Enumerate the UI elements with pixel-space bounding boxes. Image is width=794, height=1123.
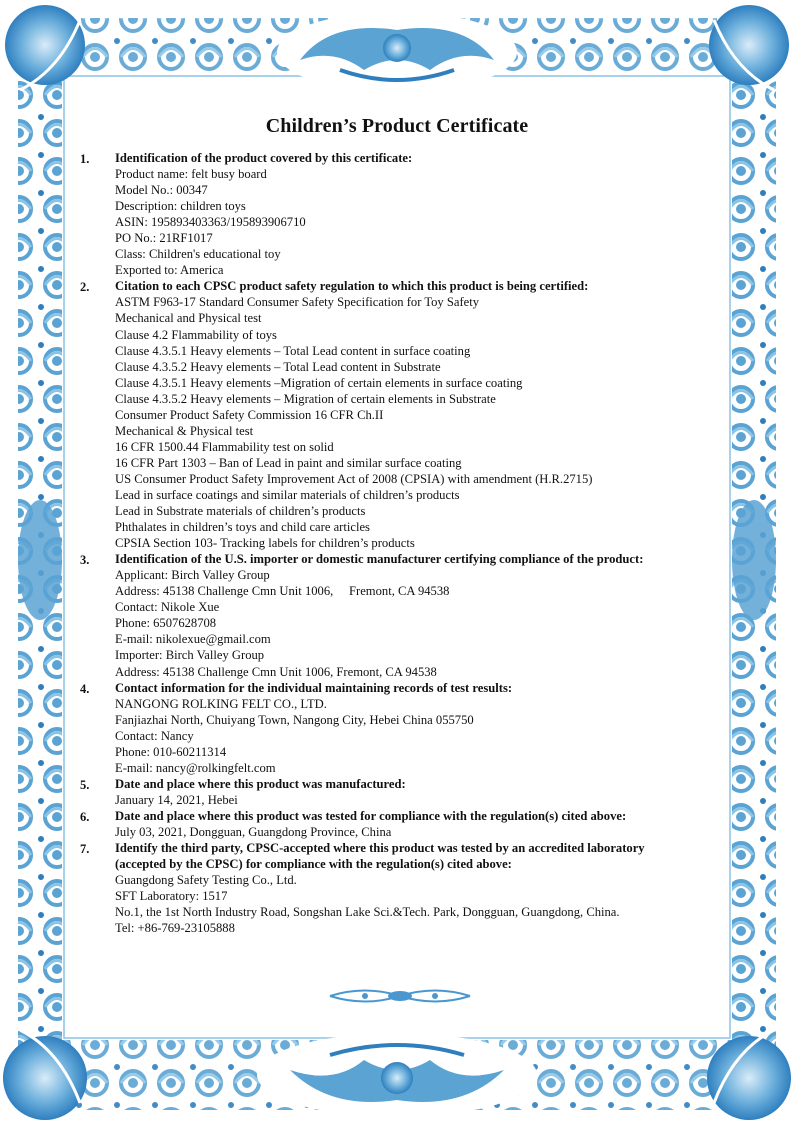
section-line: Contact: Nancy <box>115 728 194 743</box>
section-line: Phone: 6507628708 <box>115 616 217 631</box>
section-line: SFT Laboratory: 1517 <box>115 889 228 904</box>
section-line: January 14, 2021, Hebei <box>115 792 238 807</box>
page-title: Children’s Product Certificate <box>265 115 529 137</box>
divider-ornament <box>325 985 475 1007</box>
section-line: Contact: Nikole Xue <box>115 600 220 615</box>
section-number: 2. <box>80 280 90 295</box>
section-2 <box>0 278 794 551</box>
section-line: No.1, the 1st North Industry Road, Songshan Lake Sci.&Tech. Park, Dongguan, Guangdong, China. <box>115 905 620 920</box>
section-number: 6. <box>80 809 90 824</box>
section-line: July 03, 2021, Dongguan, Guangdong Province, China <box>115 824 392 839</box>
section-line: Importer: Birch Valley Group <box>115 648 265 663</box>
section-line: Class: Children's educational toy <box>115 247 281 262</box>
section-number: 5. <box>80 777 90 792</box>
section-line: 16 CFR Part 1303 – Ban of Lead in paint and similar surface coating <box>115 455 462 470</box>
section-line: ASIN: 195893403363/195893906710 <box>115 215 306 230</box>
section-7 <box>0 840 794 936</box>
section-line: Model No.: 00347 <box>115 183 208 198</box>
section-line: Consumer Product Safety Commission 16 CFR Ch.II <box>115 407 384 422</box>
section-number: 3. <box>80 553 90 568</box>
section-1 <box>0 150 794 278</box>
section-line: CPSIA Section 103- Tracking labels for children’s products <box>115 536 415 551</box>
section-line: Clause 4.2 Flammability of toys <box>115 327 277 342</box>
section-line: Guangdong Safety Testing Co., Ltd. <box>115 873 297 888</box>
section-line: Phone: 010-60211314 <box>115 744 227 759</box>
section-heading: Citation to each CPSC product safety regulation to which this product is being certified: <box>115 279 589 294</box>
section-line: Clause 4.3.5.2 Heavy elements – Total Lead content in Substrate <box>115 359 441 374</box>
section-line: Address: 45138 Challenge Cmn Unit 1006, Fremont, CA 94538 <box>115 664 437 679</box>
section-heading-continued: (accepted by the CPSC) for compliance with the regulation(s) cited above: <box>115 857 512 872</box>
section-heading: Contact information for the individual maintaining records of test results: <box>115 680 513 695</box>
section-line: Clause 4.3.5.1 Heavy elements –Migration of certain elements in surface coating <box>115 375 523 390</box>
section-line: Mechanical and Physical test <box>115 311 262 326</box>
section-line: PO No.: 21RF1017 <box>115 231 213 246</box>
section-heading: Date and place where this product was manufactured: <box>115 776 406 791</box>
section-line: 16 CFR 1500.44 Flammability test on solid <box>115 439 334 454</box>
section-4 <box>0 680 794 776</box>
section-number: 4. <box>80 681 90 696</box>
section-line: ASTM F963-17 Standard Consumer Safety Specification for Toy Safety <box>115 295 480 310</box>
section-line: E-mail: nikolexue@gmail.com <box>115 632 271 647</box>
section-line: Lead in Substrate materials of children’s products <box>115 504 366 519</box>
section-number: 7. <box>80 842 90 857</box>
section-line: US Consumer Product Safety Improvement Act of 2008 (CPSIA) with amendment (H.R.2715) <box>115 471 593 486</box>
section-line: Phthalates in children’s toys and child care articles <box>115 520 370 535</box>
section-5 <box>0 776 794 808</box>
section-line: Description: children toys <box>115 199 246 214</box>
section-line: Clause 4.3.5.2 Heavy elements – Migration of certain elements in Substrate <box>115 391 496 406</box>
section-heading: Identification of the U.S. importer or domestic manufacturer certifying compliance of the product: <box>115 552 644 567</box>
section-line: NANGONG ROLKING FELT CO., LTD. <box>115 696 327 711</box>
section-heading: Identification of the product covered by this certificate: <box>115 151 413 165</box>
section-line: Clause 4.3.5.1 Heavy elements – Total Lead content in surface coating <box>115 343 471 358</box>
section-heading: Identify the third party, CPSC-accepted where this product was tested by an accredited laboratory <box>115 841 645 856</box>
section-3 <box>0 551 794 679</box>
section-line: Product name: felt busy board <box>115 167 267 182</box>
section-line: Lead in surface coatings and similar materials of children’s products <box>115 487 460 502</box>
section-line: Applicant: Birch Valley Group <box>115 568 270 583</box>
section-line: Exported to: America <box>115 263 224 278</box>
section-heading: Date and place where this product was tested for compliance with the regulation(s) cited above: <box>115 808 627 823</box>
section-line: E-mail: nancy@rolkingfelt.com <box>115 760 276 775</box>
certificate-sections <box>0 150 794 936</box>
section-line: Address: 45138 Challenge Cmn Unit 1006, Fremont, CA 94538 <box>115 584 450 599</box>
section-line: Mechanical & Physical test <box>115 423 254 438</box>
section-line: Fanjiazhai North, Chuiyang Town, Nangong City, Hebei China 055750 <box>115 712 474 727</box>
section-number: 1. <box>80 152 90 166</box>
section-line: Tel: +86-769-23105888 <box>115 921 235 936</box>
section-6 <box>0 808 794 840</box>
